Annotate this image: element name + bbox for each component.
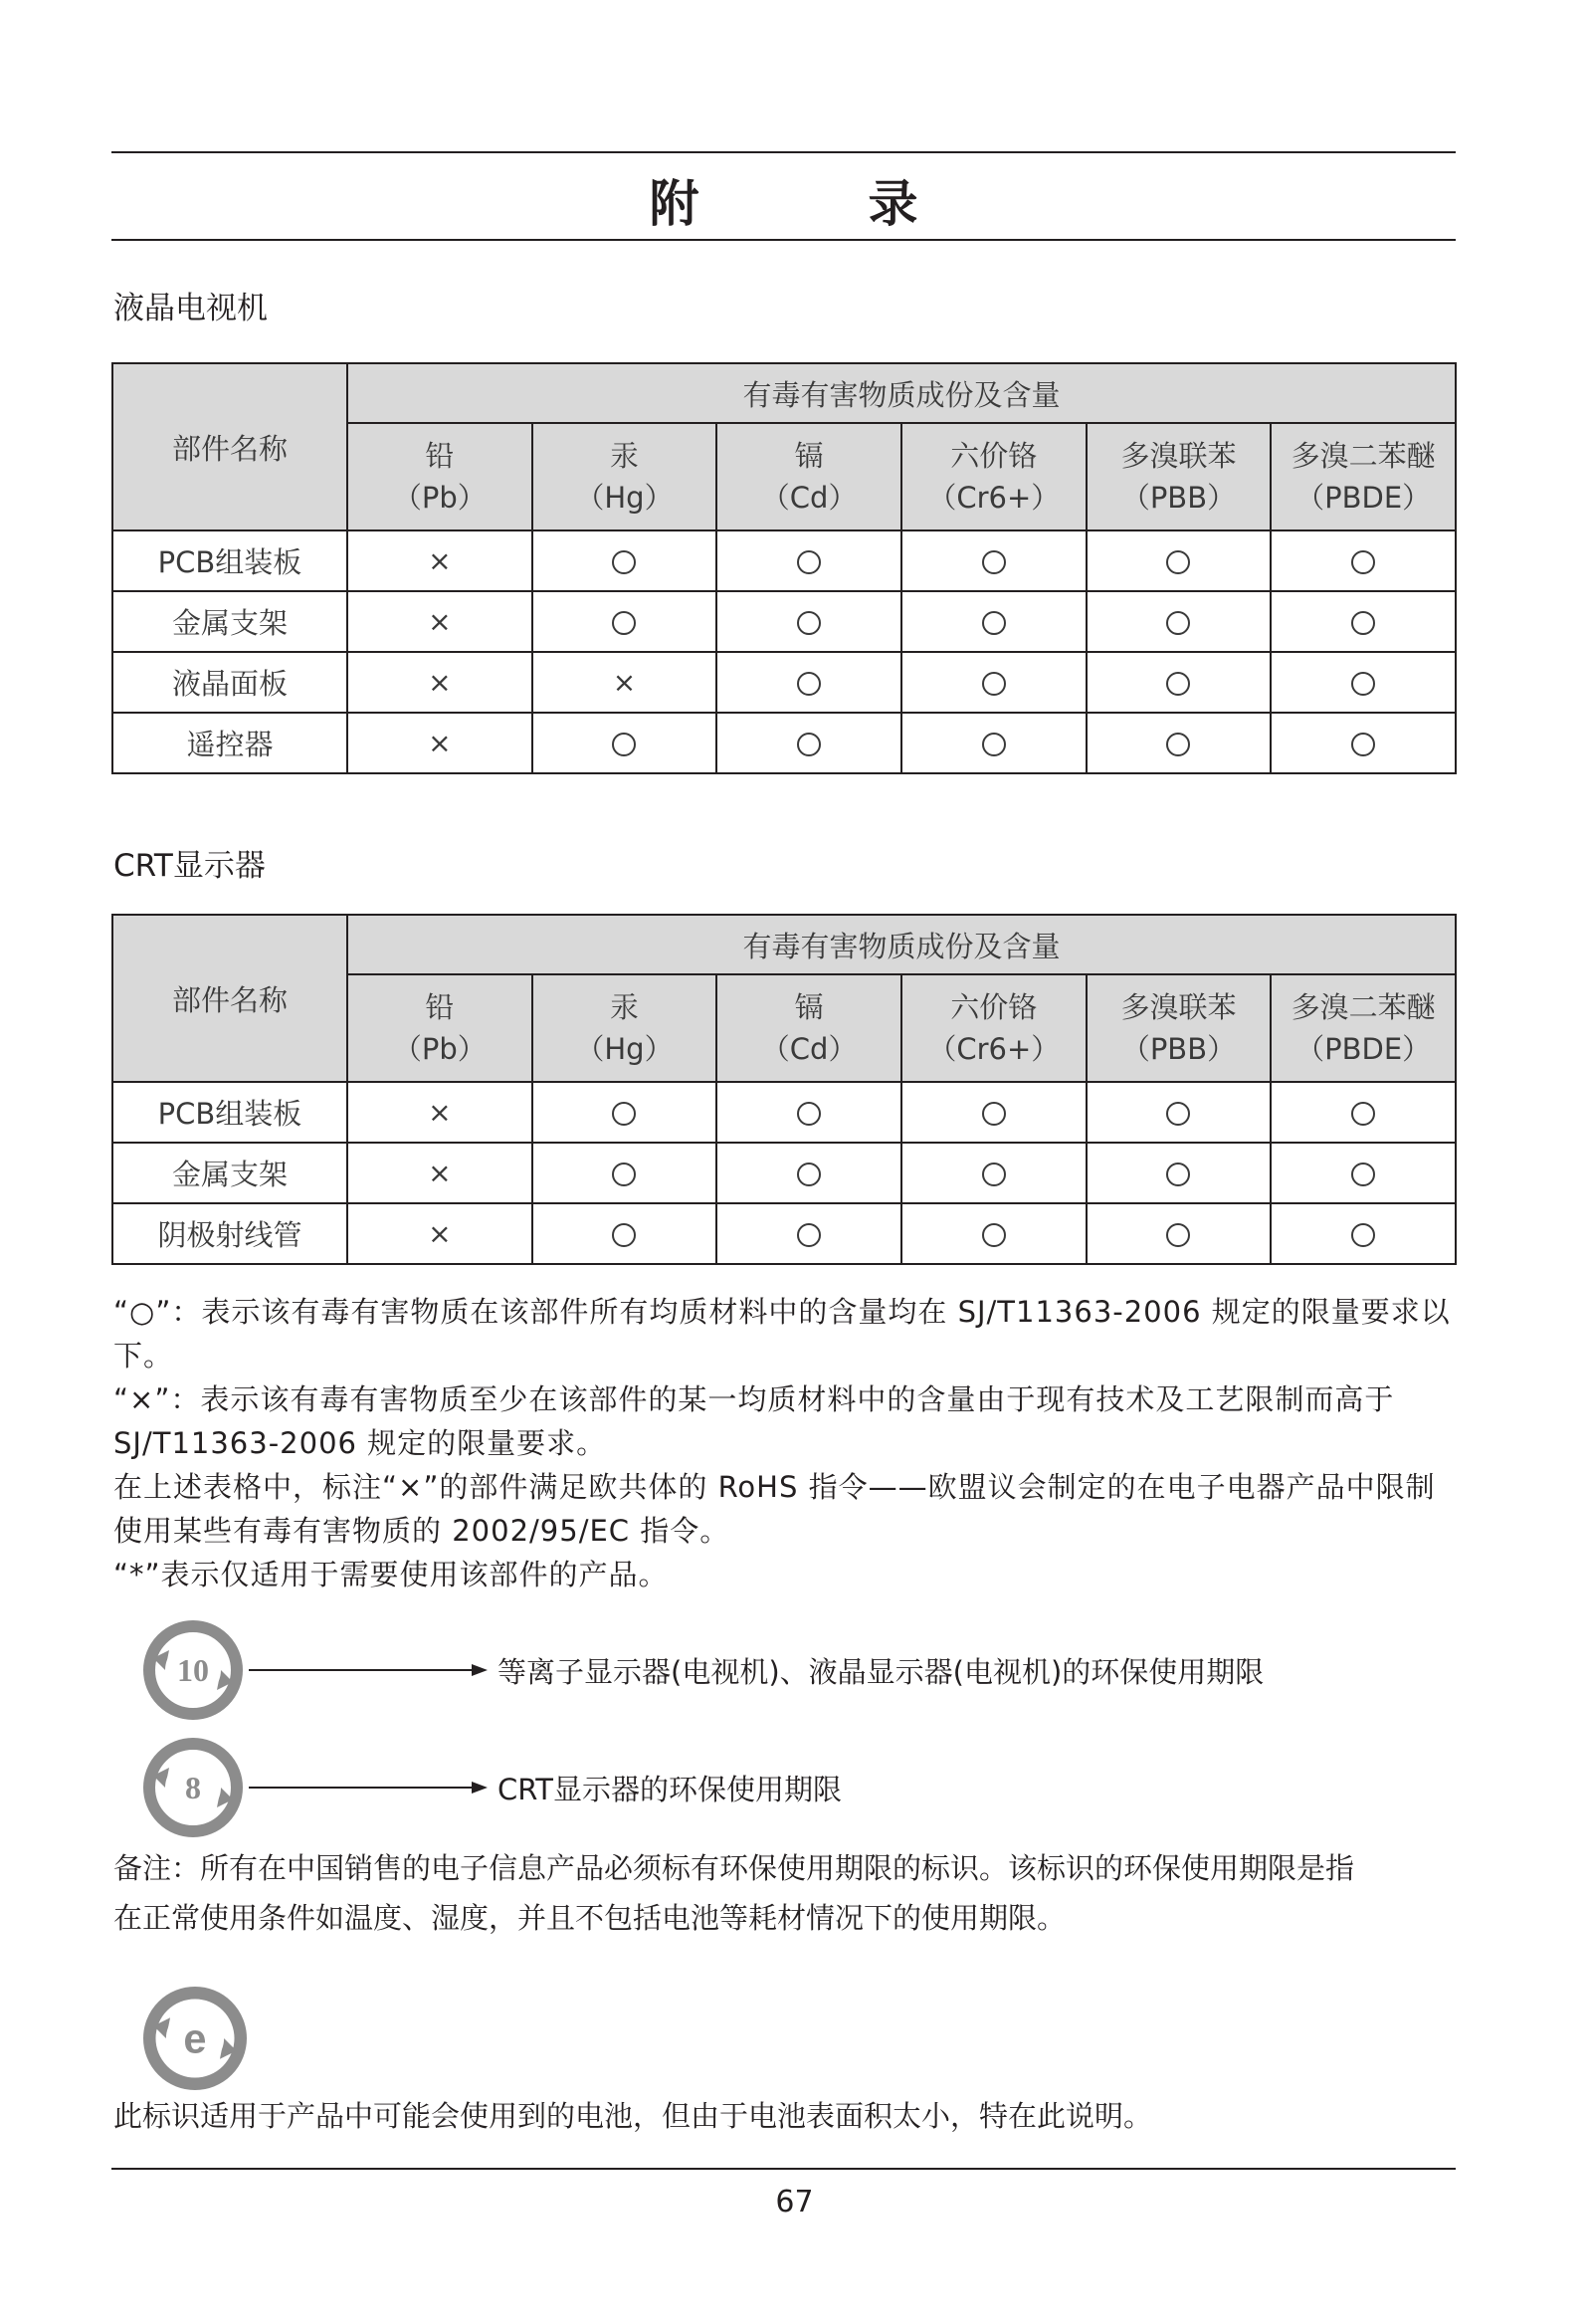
substance-name: 镉 bbox=[794, 439, 824, 473]
circle-icon bbox=[982, 1223, 1006, 1247]
part-name-cell: PCB组装板 bbox=[112, 1082, 347, 1143]
within-limit-mark bbox=[901, 591, 1087, 652]
legend-note: “○”：表示该有毒有害物质在该部件所有均质材料中的含量均在 SJ/T11363-2006 规定的限量要求以下。 bbox=[113, 1295, 1451, 1373]
circle-icon bbox=[612, 1102, 636, 1126]
within-limit-mark bbox=[901, 652, 1087, 713]
substance-name: 六价铬 bbox=[950, 439, 1038, 473]
circle-icon bbox=[1166, 550, 1190, 574]
substance-name: 铅 bbox=[425, 439, 455, 473]
substance-column-header bbox=[1087, 974, 1272, 1082]
exceeds-limit-mark bbox=[347, 652, 532, 713]
circle-icon bbox=[797, 1102, 821, 1126]
epup-row-10 bbox=[143, 1620, 1264, 1720]
table-row bbox=[112, 652, 1456, 713]
battery-glyph: e bbox=[183, 2014, 207, 2062]
substance-symbol: （PBDE） bbox=[1295, 481, 1432, 515]
within-limit-mark bbox=[532, 1143, 717, 1203]
substance-group-header: 有毒有害物质成份及含量 bbox=[347, 363, 1456, 423]
arrow-icon bbox=[249, 1660, 488, 1680]
cross-mark: × bbox=[612, 666, 637, 699]
substance-name: 多溴二苯醚 bbox=[1291, 990, 1436, 1024]
recycle-10-icon bbox=[143, 1620, 243, 1720]
substance-symbol: （Cd） bbox=[760, 1032, 858, 1066]
exceeds-limit-mark bbox=[347, 1082, 532, 1143]
circle-icon bbox=[797, 1223, 821, 1247]
circle-icon bbox=[982, 733, 1006, 756]
epup-years-label: 8 bbox=[185, 1770, 201, 1805]
within-limit-mark bbox=[716, 1143, 901, 1203]
circle-icon bbox=[982, 672, 1006, 696]
substance-symbol: （Hg） bbox=[575, 1032, 674, 1066]
exceeds-limit-mark bbox=[347, 1143, 532, 1203]
substance-symbol: （Pb） bbox=[392, 1032, 487, 1066]
circle-icon bbox=[1351, 1223, 1375, 1247]
substance-symbol: （PBB） bbox=[1120, 481, 1237, 515]
battery-e-icon bbox=[143, 1987, 247, 2090]
circle-icon bbox=[612, 611, 636, 635]
within-limit-mark bbox=[1271, 591, 1456, 652]
circle-icon bbox=[982, 1102, 1006, 1126]
circle-icon bbox=[612, 733, 636, 756]
circle-icon bbox=[797, 1162, 821, 1186]
part-name-cell: 遥控器 bbox=[112, 713, 347, 773]
within-limit-mark bbox=[1271, 530, 1456, 591]
within-limit-mark bbox=[532, 530, 717, 591]
part-name-cell: 金属支架 bbox=[112, 591, 347, 652]
within-limit-mark bbox=[716, 652, 901, 713]
circle-icon bbox=[797, 611, 821, 635]
legend-note: 在上述表格中，标注“×”的部件满足欧共体的 RoHS 指令——欧盟议会制定的在电子电器产品中限制使用某些有毒有害物质的 2002/95/EC 指令。 bbox=[113, 1470, 1436, 1548]
within-limit-mark bbox=[716, 591, 901, 652]
circle-icon bbox=[612, 550, 636, 574]
circle-icon bbox=[1166, 1102, 1190, 1126]
circle-icon bbox=[1166, 672, 1190, 696]
circle-icon bbox=[612, 1162, 636, 1186]
circle-icon bbox=[1351, 733, 1375, 756]
table-row bbox=[112, 530, 1456, 591]
within-limit-mark bbox=[901, 1203, 1087, 1264]
table-row bbox=[112, 1203, 1456, 1264]
circle-icon bbox=[1351, 1102, 1375, 1126]
within-limit-mark bbox=[1087, 1203, 1272, 1264]
part-name-cell: 阴极射线管 bbox=[112, 1203, 347, 1264]
legend-note: “×”：表示该有毒有害物质至少在该部件的某一均质材料中的含量由于现有技术及工艺限制而高于 SJ/T11363-2006 规定的限量要求。 bbox=[113, 1382, 1395, 1460]
within-limit-mark bbox=[1087, 713, 1272, 773]
substance-name: 六价铬 bbox=[950, 990, 1038, 1024]
substance-symbol: （Pb） bbox=[392, 481, 487, 515]
within-limit-mark bbox=[1271, 713, 1456, 773]
within-limit-mark bbox=[901, 713, 1087, 773]
circle-icon bbox=[1166, 1162, 1190, 1186]
hazardous-substance-table-lcd-tv bbox=[111, 362, 1457, 774]
substance-symbol: （Cd） bbox=[760, 481, 858, 515]
substance-column-header bbox=[1271, 974, 1456, 1082]
within-limit-mark bbox=[1087, 591, 1272, 652]
within-limit-mark bbox=[716, 713, 901, 773]
part-name-cell: 金属支架 bbox=[112, 1143, 347, 1203]
remark-line: 备注：所有在中国销售的电子信息产品必须标有环保使用期限的标识。该标识的环保使用期限是指 bbox=[113, 1851, 1355, 1885]
substance-name: 多溴联苯 bbox=[1120, 990, 1237, 1024]
within-limit-mark bbox=[532, 1203, 717, 1264]
substance-symbol: （PBDE） bbox=[1295, 1032, 1432, 1066]
within-limit-mark bbox=[1271, 1203, 1456, 1264]
within-limit-mark bbox=[1087, 530, 1272, 591]
circle-icon bbox=[797, 733, 821, 756]
substance-name: 镉 bbox=[794, 990, 824, 1024]
remark-line: 在正常使用条件如温度、湿度，并且不包括电池等耗材情况下的使用期限。 bbox=[113, 1901, 1067, 1935]
table-row bbox=[112, 591, 1456, 652]
table-row bbox=[112, 1082, 1456, 1143]
page-number: 67 bbox=[775, 2185, 814, 2219]
part-name-header: 部件名称 bbox=[112, 363, 347, 530]
hazardous-substance-table-crt bbox=[111, 914, 1457, 1265]
part-name-header: 部件名称 bbox=[112, 915, 347, 1082]
substance-name: 铅 bbox=[425, 990, 455, 1024]
circle-icon bbox=[1351, 672, 1375, 696]
substance-symbol: （PBB） bbox=[1120, 1032, 1237, 1066]
within-limit-mark bbox=[532, 713, 717, 773]
exceeds-limit-mark bbox=[347, 713, 532, 773]
within-limit-mark bbox=[1087, 652, 1272, 713]
substance-name: 汞 bbox=[609, 990, 639, 1024]
remark bbox=[113, 1843, 1459, 1943]
circle-icon bbox=[612, 1223, 636, 1247]
substance-column-header bbox=[1271, 423, 1456, 530]
section-heading-crt: CRT显示器 bbox=[113, 848, 266, 884]
page-title: 附 录 bbox=[649, 175, 978, 233]
exceeds-limit-mark bbox=[347, 1203, 532, 1264]
within-limit-mark bbox=[1087, 1082, 1272, 1143]
cross-mark: × bbox=[428, 1096, 452, 1129]
substance-symbol: （Hg） bbox=[575, 481, 674, 515]
substance-name: 汞 bbox=[609, 439, 639, 473]
substance-column-header bbox=[532, 423, 717, 530]
circle-icon bbox=[797, 672, 821, 696]
legend-notes bbox=[113, 1290, 1459, 1596]
within-limit-mark bbox=[1087, 1143, 1272, 1203]
substance-column-header bbox=[716, 974, 901, 1082]
part-name-cell: PCB组装板 bbox=[112, 530, 347, 591]
battery-note: 此标识适用于产品中可能会使用到的电池，但由于电池表面积太小，特在此说明。 bbox=[113, 2099, 1153, 2133]
substance-column-header bbox=[347, 423, 532, 530]
epup-years-label: 10 bbox=[177, 1652, 209, 1688]
circle-icon bbox=[1166, 611, 1190, 635]
within-limit-mark bbox=[532, 591, 717, 652]
within-limit-mark bbox=[716, 530, 901, 591]
title-rule bbox=[111, 239, 1456, 241]
cross-mark: × bbox=[428, 605, 452, 638]
circle-icon bbox=[1351, 550, 1375, 574]
table-row bbox=[112, 713, 1456, 773]
cross-mark: × bbox=[428, 544, 452, 577]
circle-icon bbox=[982, 1162, 1006, 1186]
bottom-rule bbox=[111, 2168, 1456, 2170]
substance-column-header bbox=[347, 974, 532, 1082]
arrow-icon bbox=[249, 1778, 488, 1797]
within-limit-mark bbox=[532, 1082, 717, 1143]
within-limit-mark bbox=[716, 1082, 901, 1143]
cross-mark: × bbox=[428, 666, 452, 699]
circle-icon bbox=[797, 550, 821, 574]
exceeds-limit-mark bbox=[347, 591, 532, 652]
epup-row-8 bbox=[143, 1738, 842, 1837]
epup-label: CRT显示器的环保使用期限 bbox=[497, 1772, 843, 1806]
cross-mark: × bbox=[428, 727, 452, 759]
substance-column-header bbox=[1087, 423, 1272, 530]
substance-column-header bbox=[901, 974, 1087, 1082]
within-limit-mark bbox=[901, 1143, 1087, 1203]
table-row bbox=[112, 1143, 1456, 1203]
within-limit-mark bbox=[1271, 1082, 1456, 1143]
within-limit-mark bbox=[1271, 652, 1456, 713]
circle-icon bbox=[982, 550, 1006, 574]
circle-icon bbox=[1166, 733, 1190, 756]
within-limit-mark bbox=[901, 530, 1087, 591]
legend-note: “*”表示仅适用于需要使用该部件的产品。 bbox=[113, 1558, 669, 1591]
substance-name: 多溴二苯醚 bbox=[1291, 439, 1436, 473]
recycle-8-icon bbox=[143, 1738, 243, 1837]
part-name-cell: 液晶面板 bbox=[112, 652, 347, 713]
substance-name: 多溴联苯 bbox=[1120, 439, 1237, 473]
substance-column-header bbox=[532, 974, 717, 1082]
epup-label: 等离子显示器(电视机)、液晶显示器(电视机)的环保使用期限 bbox=[497, 1654, 1265, 1689]
circle-icon bbox=[1166, 1223, 1190, 1247]
cross-mark: × bbox=[428, 1217, 452, 1250]
substance-symbol: （Cr6+） bbox=[927, 1032, 1061, 1066]
circle-icon bbox=[1351, 1162, 1375, 1186]
exceeds-limit-mark bbox=[532, 652, 717, 713]
circle-icon bbox=[1351, 611, 1375, 635]
within-limit-mark bbox=[716, 1203, 901, 1264]
circle-icon bbox=[982, 611, 1006, 635]
substance-column-header bbox=[901, 423, 1087, 530]
substance-column-header bbox=[716, 423, 901, 530]
substance-group-header: 有毒有害物质成份及含量 bbox=[347, 915, 1456, 974]
top-rule bbox=[111, 151, 1456, 153]
exceeds-limit-mark bbox=[347, 530, 532, 591]
substance-symbol: （Cr6+） bbox=[927, 481, 1061, 515]
cross-mark: × bbox=[428, 1157, 452, 1189]
within-limit-mark bbox=[1271, 1143, 1456, 1203]
section-heading-lcd-tv: 液晶电视机 bbox=[113, 291, 268, 326]
within-limit-mark bbox=[901, 1082, 1087, 1143]
